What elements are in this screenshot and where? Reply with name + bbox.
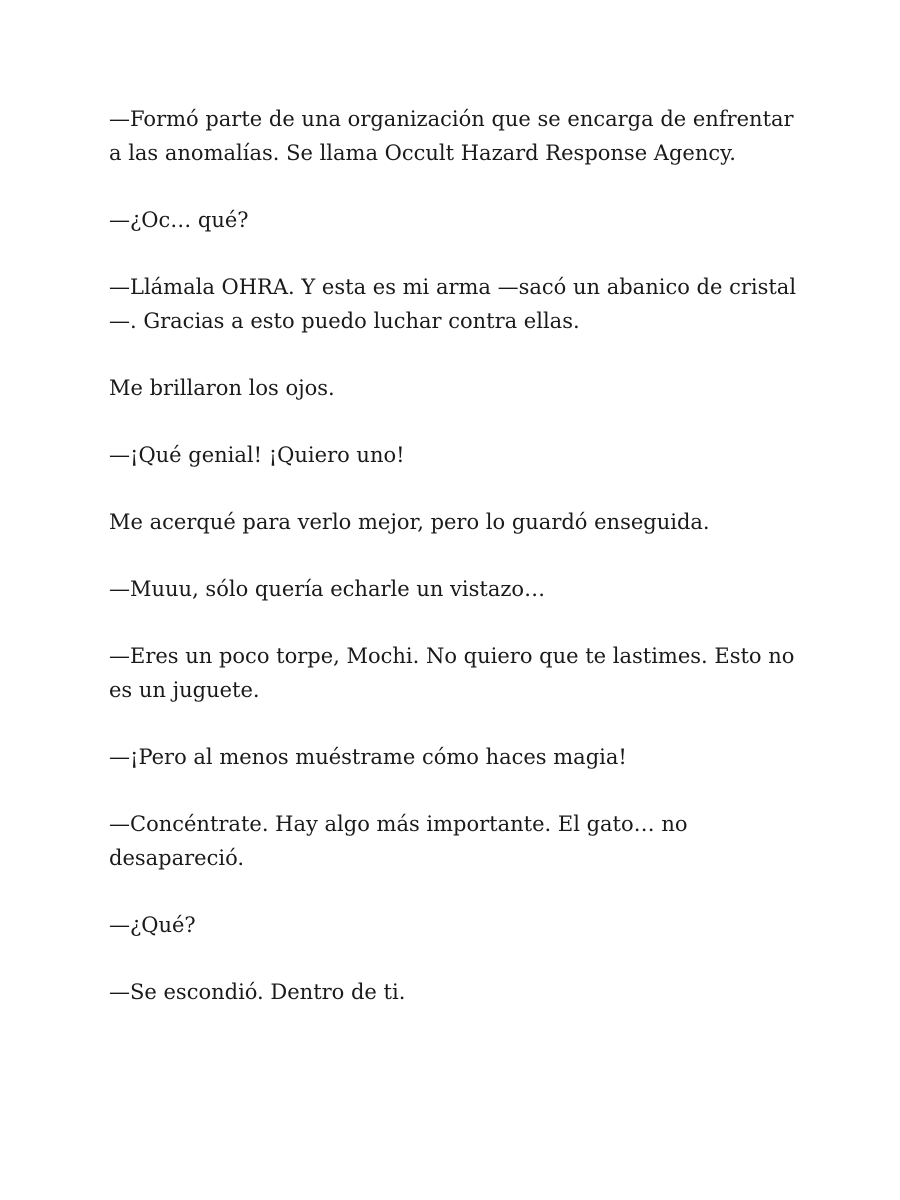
paragraph: —Se escondió. Dentro de ti. (109, 980, 406, 1004)
paragraph: —Muuu, sólo quería echarle un vistazo… (109, 577, 546, 601)
paragraph: Me brillaron los ojos. (109, 376, 335, 400)
document-text (109, 102, 799, 1042)
paragraph: —Formó parte de una organización que se encarga de enfrentar a las anomalías. Se llama Occult Hazard Response Agency. (109, 107, 794, 165)
paragraph: —¿Qué? (109, 913, 196, 937)
paragraph: —¡Pero al menos muéstrame cómo haces magia! (109, 745, 627, 769)
paragraph: —¿Oc… qué? (109, 208, 249, 232)
paragraph: —Concéntrate. Hay algo más importante. El gato… no desapareció. (109, 812, 688, 870)
paragraph: Me acerqué para verlo mejor, pero lo guardó enseguida. (109, 510, 710, 534)
paragraph: —Eres un poco torpe, Mochi. No quiero que te lastimes. Esto no es un juguete. (109, 644, 795, 702)
paragraph: —Llámala OHRA. Y esta es mi arma —sacó un abanico de cristal—. Gracias a esto puedo luchar contra ellas. (109, 275, 797, 333)
paragraph: —¡Qué genial! ¡Quiero uno! (109, 443, 405, 467)
